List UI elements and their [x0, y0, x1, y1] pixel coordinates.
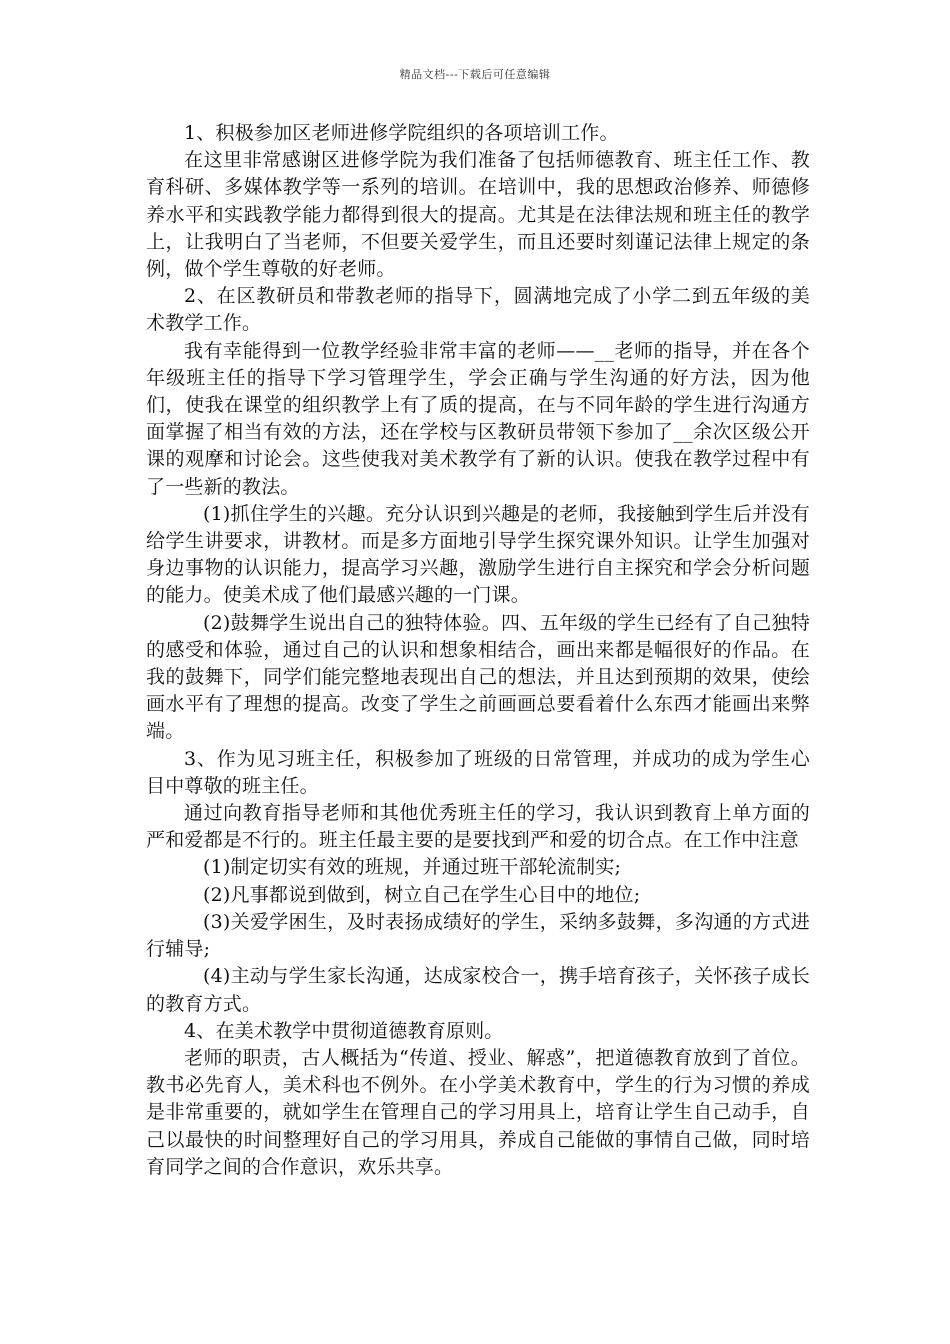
paragraph-item-2: 2、在区教研员和带教老师的指导下，圆满地完成了小学二到五年级的美术教学工作。 [146, 285, 810, 335]
paragraph-rule-4: (4)主动与学生家长沟通，达成家校合一，携手培育孩子，关怀孩子成长的教育方式。 [146, 965, 810, 1015]
paragraph-rule-2: (2)凡事都说到做到，树立自己在学生心目中的地位; [203, 883, 641, 906]
paragraph-moral-education: 老师的职责，古人概括为“传道、授业、解惑”，把道德教育放到了首位。教书必先育人，美术科也不例外。在小学美术教育中，学生的行为习惯的养成是非常重要的，就如学生在管理自己的学习用具上，培育让学生自己动手，自己以最快的时间整理好自己的学习用具，养成自己能做的事情自己做，同时培育同学之间的合作意识，欢乐共享。 [146, 1046, 810, 1178]
paragraph-interest: (1)抓住学生的兴趣。充分认识到兴趣是的老师，我接触到学生后并没有给学生讲要求，讲教材。而是多方面地引导学生探究课外知识。让学生加强对身边事物的认识能力，提高学习兴趣，激励学生进行自主探究和学会分析问题的能力。使美术成了他们最感兴趣的一门课。 [146, 502, 810, 607]
paragraph-class-management: 通过向教育指导老师和其他优秀班主任的学习，我认识到教育上单方面的严和爱都是不行的。班主任最主要的是要找到严和爱的切合点。在工作中注意 [146, 802, 810, 852]
paragraph-rule-3: (3)关爱学困生，及时表扬成绩好的学生，采纳多鼓舞，多沟通的方式进行辅导; [146, 910, 810, 961]
paragraph-item-4: 4、在美术教学中贯彻道德教育原则。 [184, 1019, 504, 1042]
page-header: 精品文档---下载后可任意编辑 [399, 68, 551, 81]
paragraph-encourage: (2)鼓舞学生说出自己的独特体验。四、五年级的学生已经有了自己独特的感受和体验，通过自己的认识和想象相结合，画出来都是幅很好的作品。在我的鼓舞下，同学们能完整地表现出自己的想法，并且达到预期的效果，使绘画水平有了理想的提高。改变了学生之前画画总要看着什么东西才能画出来弊端。 [146, 611, 810, 743]
paragraph-training: 在这里非常感谢区进修学院为我们准备了包括师德教育、班主任工作、教育科研、多媒体教学等一系列的培训。在培训中，我的思想政治修养、师德修养水平和实践教学能力都得到很大的提高。尤其是在法律法规和班主任的教学上，让我明白了当老师，不但要关爱学生，而且还要时刻谨记法律上规定的条例，做个学生尊敬的好老师。 [146, 149, 810, 281]
paragraph-rule-1: (1)制定切实有效的班规，并通过班干部轮流制实; [203, 856, 622, 879]
paragraph-item-1: 1、积极参加区老师进修学院组织的各项培训工作。 [184, 122, 619, 144]
paragraph-item-3: 3、作为见习班主任，积极参加了班级的日常管理，并成功的成为学生心目中尊敬的班主任。 [146, 747, 810, 797]
paragraph-mentor: 我有幸能得到一位教学经验非常丰富的老师——__老师的指导，并在各个年级班主任的指导下学习管理学生，学会正确与学生沟通的好方法，因为他们，使我在课堂的组织教学上有了质的提高，在与不同年龄的学生进行沟通方面掌握了相当有效的方法，还在学校与区教研员带领下参加了__余次区级公开课的观摩和讨论会。这些使我对美术教学有了新的认识。使我在教学过程中有了一些新的教法。 [146, 339, 810, 498]
document-body [146, 120, 810, 1181]
